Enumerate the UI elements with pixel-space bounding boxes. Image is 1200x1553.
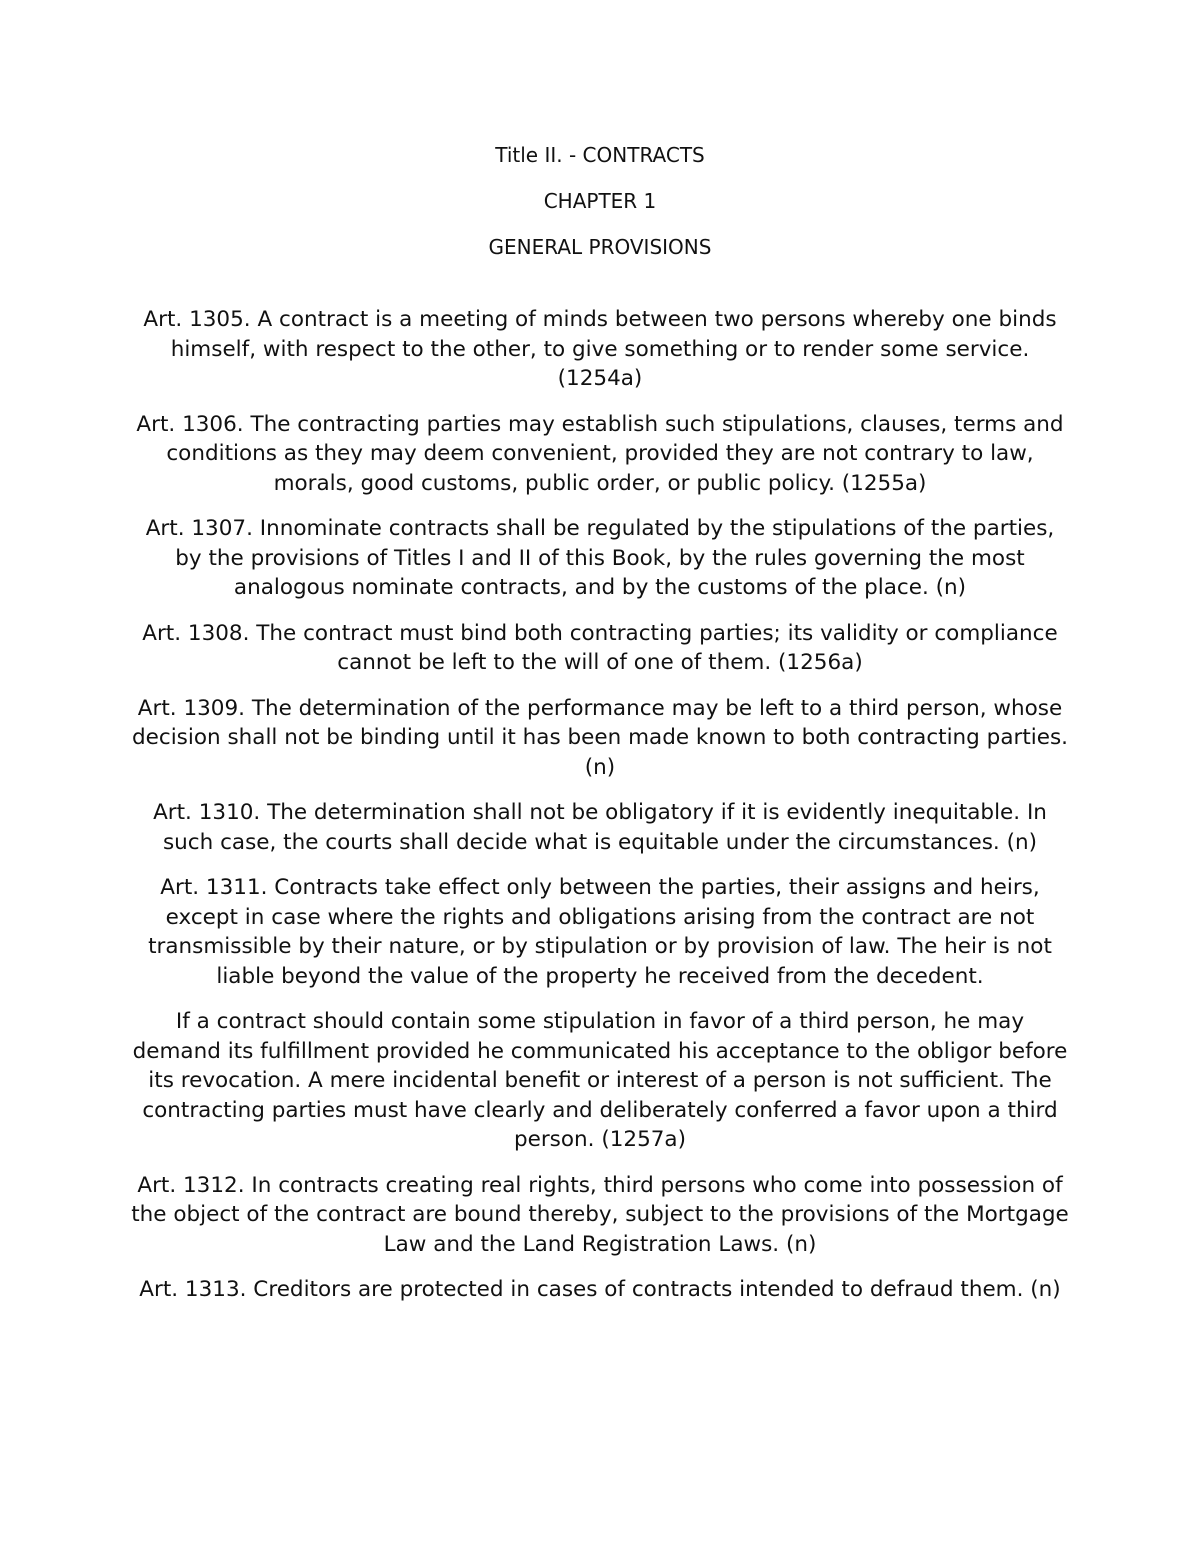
article-1305: Art. 1305. A contract is a meeting of minds between two persons whereby one binds himself, with respect to the other, to give something or to render some service. (1254a) (143, 307, 1057, 391)
article-1312: Art. 1312. In contracts creating real rights, third persons who come into possession of the object of the contract are bound thereby, subject to the provisions of the Mortgage Law and the Land Registration Laws. (n) (131, 1172, 1069, 1257)
article-1306: Art. 1306. The contracting parties may establish such stipulations, clauses, terms and conditions as they may deem convenient, provided they are not contrary to law, morals, good customs, public order, or public policy. (1255a) (136, 411, 1064, 496)
article-1309: Art. 1309. The determination of the performance may be left to a third person, whose decision shall not be binding until it has been made known to both contracting parties. (n) (132, 695, 1068, 780)
article-1313: Art. 1313. Creditors are protected in cases of contracts intended to defraud them. (n) (139, 1277, 1061, 1302)
article-1311: Art. 1311. Contracts take effect only between the parties, their assigns and heirs, except in case where the rights and obligations arising from the contract are not transmissible by their nature, or by stipulation or by provision of law. The heir is not liable beyond the value of the property he received from the decedent. (148, 875, 1052, 989)
article-1311-continued: If a contract should contain some stipulation in favor of a third person, he may demand its fulfillment provided he communicated his acceptance to the obligor before its revocation. A mere incidental benefit or interest of a person is not sufficient. The contracting parties must have clearly and deliberately conferred a favor upon a third person. (1257a) (132, 1009, 1068, 1152)
article-1310: Art. 1310. The determination shall not be obligatory if it is evidently inequitable. In such case, the courts shall decide what is equitable under the circumstances. (n) (153, 800, 1047, 855)
section-heading: GENERAL PROVISIONS (488, 235, 712, 259)
title-heading: Title II. - CONTRACTS (495, 143, 705, 167)
document-body (130, 305, 1070, 1321)
article-1308: Art. 1308. The contract must bind both contracting parties; its validity or compliance cannot be left to the will of one of them. (1256a) (142, 620, 1058, 675)
chapter-heading: CHAPTER 1 (543, 189, 657, 213)
article-1307: Art. 1307. Innominate contracts shall be regulated by the stipulations of the parties, by the provisions of Titles I and II of this Book, by the rules governing the most analogous nominate contracts, and by the customs of the place. (n) (145, 516, 1055, 600)
